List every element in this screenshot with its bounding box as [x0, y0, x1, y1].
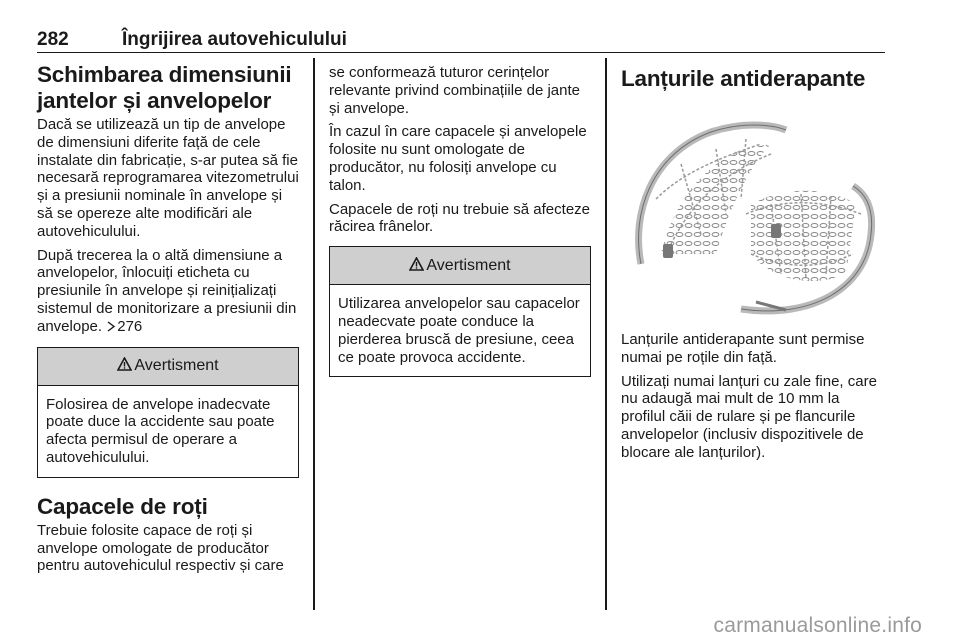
- chapter-title: Îngrijirea autovehiculului: [122, 29, 347, 50]
- paragraph: Trebuie folosite capace de roți și anvelope omologate de producător pentru autovehiculul respectiv și care: [37, 521, 284, 575]
- page-reference-number[interactable]: 276: [117, 317, 143, 335]
- warning-title: Avertisment: [134, 357, 219, 375]
- paragraph: În cazul în care capacele și anvelopele folosite nu sunt omologate de producător, nu folosiți anvelope cu talon.: [329, 123, 587, 194]
- paragraph: Lanțurile antiderapante sunt permise numai pe roțile din față.: [621, 331, 865, 366]
- snow-chains-illustration: [621, 104, 885, 322]
- paragraph: Dacă se utilizează un tip de anvelope de dimensiuni diferite față de cele instalate din fabricație, s-ar putea să fie necesară reprogramarea vitezometrului și a presiunii nominale în anvelope și să se opereze alte modificări ale autovehiculului.: [37, 116, 299, 240]
- warning-body: Utilizarea anvelopelor sau capacelor neadecvate poate conduce la pierderea bruscă de presiune, ceea ce poate provoca accidente.: [338, 295, 580, 366]
- warning-box: [329, 246, 591, 377]
- section-title-snow-chains: Lanțurile antiderapante: [621, 66, 866, 91]
- warning-triangle-icon: [117, 357, 132, 375]
- paragraph: Utilizați numai lanțuri cu zale fine, care nu adaugă mai mult de 10 mm la profilul căii de rulare și pe flancurile anvelopelor (inclusiv dispozitivele de blocare ale lanțurilor).: [621, 372, 877, 461]
- paragraph: După trecerea la o altă dimensiune a anvelopelor, înlocuiți eticheta cu presiunile în anvelope și reinițializați sistemul de monitorizare a presiunii din anvelope. 276: [37, 246, 297, 335]
- column-divider-1: [313, 58, 315, 610]
- warning-triangle-icon: [409, 257, 424, 275]
- column-2: [329, 64, 591, 377]
- page-header: [37, 27, 885, 53]
- warning-body: Folosirea de anvelope inadecvate poate duce la accidente sau poate afecta permisul de operare a autovehiculului.: [46, 395, 275, 466]
- page-number: 282: [37, 29, 69, 50]
- column-1: [37, 62, 299, 575]
- warning-header: [38, 348, 298, 386]
- warning-box: [37, 347, 299, 478]
- watermark: carmanualsonline.info: [713, 614, 922, 637]
- section-title-hubcaps: Capacele de roți: [37, 493, 208, 519]
- section-title-rim-tyre-size: Schimbarea dimensiunii jantelor și anvelopelor: [37, 62, 292, 113]
- paragraph: se conformează tuturor cerințelor relevante privind combinațiile de jante și anvelope.: [329, 64, 580, 117]
- page-reference-arrow-icon[interactable]: [106, 318, 117, 336]
- paragraph: Capacele de roți nu trebuie să afecteze răcirea frânelor.: [329, 200, 590, 236]
- column-divider-2: [605, 58, 607, 610]
- column-3: [621, 66, 887, 462]
- warning-header: [330, 247, 590, 285]
- warning-title: Avertisment: [426, 256, 511, 274]
